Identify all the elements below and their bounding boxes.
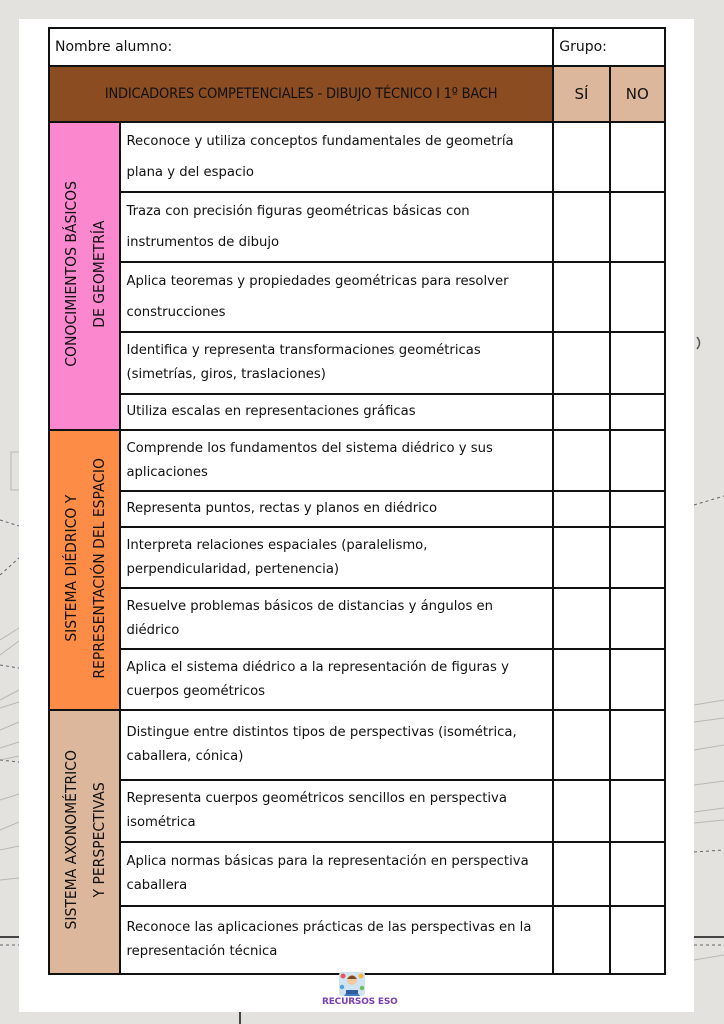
table-title: INDICADORES COMPETENCIALES - DIBUJO TÉCNICO I 1º BACH — [49, 66, 553, 122]
logo-graphic — [339, 972, 365, 996]
indicator-text: Resuelve problemas básicos de distancias y ángulos en diédrico — [120, 588, 553, 649]
indicator-text: Distingue entre distintos tipos de perspectivas (isométrica, caballera, cónica) — [120, 710, 553, 780]
yes-checkbox-cell[interactable] — [553, 491, 609, 527]
yes-checkbox-cell[interactable] — [553, 527, 609, 588]
competency-rubric-table — [48, 27, 666, 975]
no-checkbox-cell[interactable] — [610, 842, 665, 906]
no-checkbox-cell[interactable] — [610, 780, 665, 842]
student-name-field[interactable] — [49, 28, 553, 66]
no-checkbox-cell[interactable] — [610, 332, 665, 394]
indicator-row — [49, 527, 665, 588]
indicator-text: Aplica el sistema diédrico a la representación de figuras y cuerpos geométricos — [120, 649, 553, 710]
no-checkbox-cell[interactable] — [610, 710, 665, 780]
yes-checkbox-cell[interactable] — [553, 394, 609, 430]
group-label: Grupo: — [559, 39, 607, 55]
no-checkbox-cell[interactable] — [610, 122, 665, 192]
category-diedrico — [49, 430, 120, 710]
yes-checkbox-cell[interactable] — [553, 332, 609, 394]
logo-text: RECURSOS ESO — [322, 997, 398, 1007]
category-geometry — [49, 122, 120, 430]
no-checkbox-cell[interactable] — [610, 527, 665, 588]
yes-checkbox-cell[interactable] — [553, 710, 609, 780]
indicator-row — [49, 649, 665, 710]
indicator-row — [49, 491, 665, 527]
indicator-row — [49, 394, 665, 430]
yes-checkbox-cell[interactable] — [553, 122, 609, 192]
indicator-row — [49, 842, 665, 906]
indicator-text: Aplica normas básicas para la representación en perspectiva caballera — [120, 842, 553, 906]
category-label: CONOCIMIENTOS BÁSICOS DE GEOMETRÍA — [61, 181, 108, 367]
indicator-text: Interpreta relaciones espaciales (paralelismo, perpendicularidad, pertenencia) — [120, 527, 553, 588]
yes-checkbox-cell[interactable] — [553, 430, 609, 491]
yes-checkbox-cell[interactable] — [553, 262, 609, 332]
no-checkbox-cell[interactable] — [610, 394, 665, 430]
indicator-text: Aplica teoremas y propiedades geométricas para resolver construcciones — [120, 262, 553, 332]
yes-checkbox-cell[interactable] — [553, 842, 609, 906]
indicator-row — [49, 192, 665, 262]
category-label: SISTEMA DIÉDRICO Y REPRESENTACIÓN DEL ESPACIO — [61, 457, 108, 679]
no-checkbox-cell[interactable] — [610, 649, 665, 710]
indicator-row — [49, 332, 665, 394]
indicator-row — [49, 262, 665, 332]
yes-checkbox-cell[interactable] — [553, 192, 609, 262]
indicator-text: Reconoce las aplicaciones prácticas de las perspectivas en la representación técnica — [120, 906, 553, 974]
indicator-text: Representa puntos, rectas y planos en diédrico — [120, 491, 553, 527]
no-checkbox-cell[interactable] — [610, 491, 665, 527]
yes-checkbox-cell[interactable] — [553, 906, 609, 974]
yes-checkbox-cell[interactable] — [553, 588, 609, 649]
no-checkbox-cell[interactable] — [610, 906, 665, 974]
no-column-header: NO — [610, 66, 665, 122]
indicator-row — [49, 588, 665, 649]
student-name-label: Nombre alumno: — [55, 39, 173, 55]
indicator-text: Reconoce y utiliza conceptos fundamentales de geometría plana y del espacio — [120, 122, 553, 192]
no-checkbox-cell[interactable] — [610, 588, 665, 649]
yes-column-header: SÍ — [553, 66, 609, 122]
recursos-eso-logo — [322, 972, 398, 1012]
indicator-row — [49, 430, 665, 491]
no-checkbox-cell[interactable] — [610, 430, 665, 491]
indicator-row — [49, 122, 665, 192]
yes-checkbox-cell[interactable] — [553, 780, 609, 842]
indicator-text: Representa cuerpos geométricos sencillos en perspectiva isométrica — [120, 780, 553, 842]
indicator-row — [49, 710, 665, 780]
group-field[interactable] — [553, 28, 665, 66]
indicator-text: Comprende los fundamentos del sistema diédrico y sus aplicaciones — [120, 430, 553, 491]
title-row — [49, 66, 665, 122]
indicator-text: Identifica y representa transformaciones geométricas (simetrías, giros, traslaciones) — [120, 332, 553, 394]
category-axonometrico — [49, 710, 120, 974]
no-checkbox-cell[interactable] — [610, 192, 665, 262]
category-label: SISTEMA AXONOMÉTRICO Y PERSPECTIVAS — [61, 750, 108, 930]
no-checkbox-cell[interactable] — [610, 262, 665, 332]
yes-checkbox-cell[interactable] — [553, 649, 609, 710]
header-row — [49, 28, 665, 66]
indicator-text: Utiliza escalas en representaciones gráficas — [120, 394, 553, 430]
indicator-row — [49, 780, 665, 842]
indicator-row — [49, 906, 665, 974]
indicator-text: Traza con precisión figuras geométricas básicas con instrumentos de dibujo — [120, 192, 553, 262]
